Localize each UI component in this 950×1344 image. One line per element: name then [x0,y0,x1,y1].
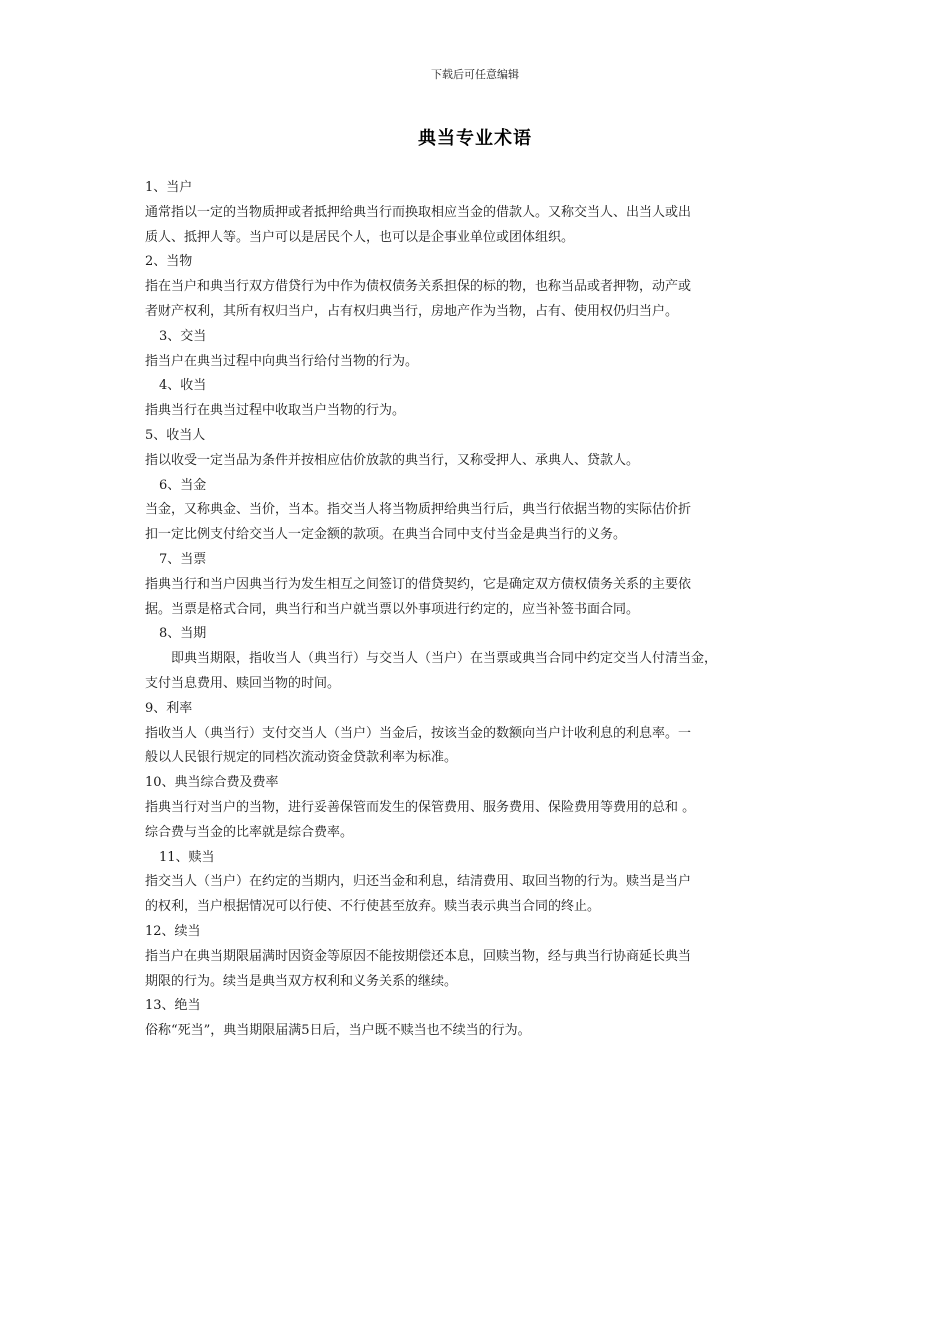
term-text: 指当户在典当期限届满时因资金等原因不能按期偿还本息，回赎当物，经与典当行协商延长典当 [145,948,692,964]
term-text: 指典当行和当户因典当行为发生相互之间签订的借贷契约，它是确定双方债权债务关系的主要依 [145,576,692,592]
term-text: 的权利，当户根据情况可以行使、不行使甚至放弃。赎当表示典当合同的终止。 [145,899,601,915]
term-text: 般以人民银行规定的同档次流动资金贷款利率为标准。 [145,750,458,766]
term-text: 指以收受一定当品为条件并按相应估价放款的典当行，又称受押人、承典人、贷款人。 [145,452,640,468]
term-text: 即典当期限，指收当人（典当行）与交当人（当户）在当票或典当合同中约定交当人付清当金， [171,651,718,667]
term-text: 通常指以一定的当物质押或者抵押给典当行而换取相应当金的借款人。又称交当人、出当人或出 [145,204,692,220]
term-heading: 13、绝当 [145,998,201,1014]
term-text: 俗称“死当”，典当期限届满5日后，当户既不赎当也不续当的行为。 [145,1023,531,1039]
header-note: 下载后可任意编辑 [431,68,519,81]
term-heading: 2、当物 [145,254,193,270]
term-heading: 4、收当 [159,378,207,394]
term-text: 据。当票是格式合同，典当行和当户就当票以外事项进行约定的，应当补签书面合同。 [145,601,640,617]
term-text: 当金，又称典金、当价，当本。指交当人将当物质押给典当行后，典当行依据当物的实际估价折 [145,502,692,518]
term-heading: 1、当户 [145,180,193,195]
term-heading: 9、利率 [145,700,193,716]
term-heading: 6、当金 [159,477,207,493]
term-text: 期限的行为。续当是典当双方权利和义务关系的继续。 [145,973,458,989]
term-heading: 5、收当人 [145,427,206,443]
term-heading: 10、典当综合费及费率 [145,775,279,791]
document-body [145,176,820,1044]
term-text: 综合费与当金的比率就是综合费率。 [145,824,354,840]
term-heading: 3、交当 [159,328,207,344]
term-text: 指交当人（当户）在约定的当期内，归还当金和利息，结清费用、取回当物的行为。赎当是当户 [145,874,692,890]
term-text: 指当户在典当过程中向典当行给付当物的行为。 [145,353,419,369]
term-text: 者财产权利，其所有权归当户，占有权归典当行，房地产作为当物，占有、使用权仍归当户。 [145,303,679,319]
document-title: 典当专业术语 [418,128,532,149]
term-text: 指在当户和典当行双方借贷行为中作为债权债务关系担保的标的物，也称当品或者押物，动产或 [145,279,692,295]
term-heading: 7、当票 [159,551,207,567]
term-heading: 12、续当 [145,923,201,939]
term-text: 指收当人（典当行）支付交当人（当户）当金后，按该当金的数额向当户计收利息的利息率。一 [145,725,692,741]
term-text: 指典当行在典当过程中收取当户当物的行为。 [145,403,406,419]
term-heading: 8、当期 [159,626,207,642]
term-text: 扣一定比例支付给交当人一定金额的款项。在典当合同中支付当金是典当行的义务。 [145,527,627,543]
term-text: 质人、抵押人等。当户可以是居民个人，也可以是企事业单位或团体组织。 [145,229,575,245]
term-heading: 11、赎当 [159,849,215,865]
term-text: 指典当行对当户的当物，进行妥善保管而发生的保管费用、服务费用、保险费用等费用的总和 。 [145,799,696,815]
term-text: 支付当息费用、赎回当物的时间。 [145,675,341,691]
